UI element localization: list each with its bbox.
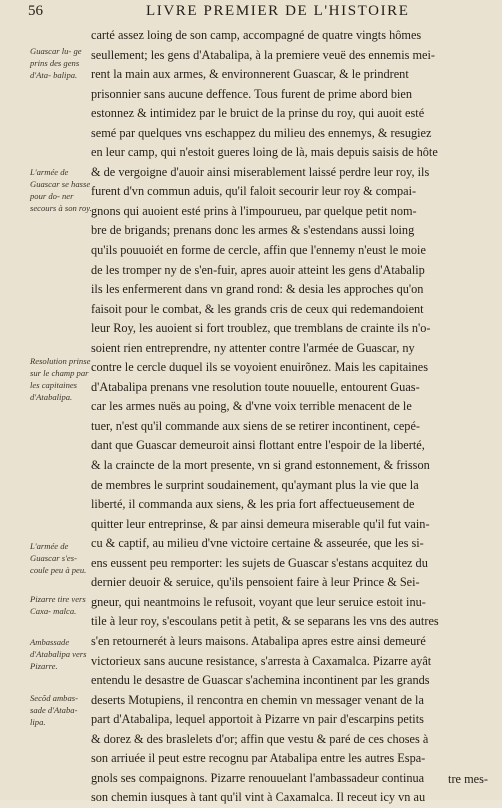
text-line: estonnez & intimidez par le bruict de la prinse du roy, qui auoit esté <box>91 106 425 121</box>
marginal-note: Pizarre tire vers Caxa- malca. <box>30 594 86 616</box>
body-text <box>91 26 491 808</box>
text-line: s'en retournerét à leurs maisons. Atabalipa apres estre ainsi demeuré <box>91 633 426 648</box>
text-line: & dorez & des braslelets d'or; affin que vestu & paré de ces choses à <box>91 731 429 746</box>
text-line: qu'ils pouuoiét en forme de cercle, affin que l'ennemy n'eust le moie <box>91 243 426 258</box>
text-line: furent d'vn commun aduis, qu'il faloit secourir leur roy & compai- <box>91 184 417 199</box>
text-line: d'Atabalipa prenans vne resolution toute nouuelle, entourent Guas- <box>91 379 420 394</box>
text-line: son arriuée il peut estre recognu par Atabalipa entre les autres Espa- <box>91 751 426 766</box>
page-number: 56 <box>28 3 43 19</box>
catchword: tre mes- <box>448 772 488 786</box>
marginal-note: L'armée de Guascar s'es- coule peu à peu. <box>30 541 87 575</box>
text-line: dernier deuoir & seruice, qu'ils pensoient faire à leur Prince & Sei- <box>91 575 420 590</box>
text-line: deserts Motupiens, il rencontra en chemin vn messager venant de la <box>91 692 424 707</box>
text-line: seullement; les gens d'Atabalipa, à la premiere veuë des ennemis mei- <box>91 47 436 62</box>
text-line: rent la main aux armes, & environnerent Guascar, & le prindrent <box>91 67 409 82</box>
text-line: de membres le surprint soudainement, qu'aymant plus la vie que la <box>91 477 419 492</box>
text-line: car les armes nuës au poing, & d'vne voix terrible menacent de le <box>91 399 412 414</box>
text-line: bre de brigands; prenans donc les armes & s'estendans aussi loing <box>91 223 415 238</box>
text-line: gneur, qui neantmoins le refusoit, voyant que leur seruice estoit inu- <box>91 594 426 609</box>
text-line: gnons qui auoient esté prins à l'impourueu, par quelque petit nom- <box>91 203 417 218</box>
text-line: cu & captif, au milieu d'vne victoire certaine & asseurée, que les si- <box>91 536 424 551</box>
text-line: contre le cercle duquel ils se voyoient enuirõnez. Mais les capitaines <box>91 360 429 375</box>
text-line: faisoit pour le combat, & les grands cris de ceux qui redemandoient <box>91 301 424 316</box>
text-line: son chemin iusques à tant qu'il vint à Caxamalca. Il receut icy vn au <box>91 790 426 805</box>
marginal-note: Ambassade d'Atabalipa vers Pizarre. <box>30 637 87 671</box>
marginal-note: Secõd ambas- sade d'Ataba- lipa. <box>30 693 78 727</box>
text-line: liberté, il commanda aux siens, & les pria fort affectueusement de <box>91 497 415 512</box>
text-line: entendu le desastre de Guascar s'achemina incontinent par les grands <box>91 673 430 688</box>
text-line: tuer, n'est qu'il commande aux siens de se retirer incontinent, cepé- <box>91 418 421 433</box>
text-line: en leur camp, qui n'estoit gueres loing de là, mais depuis saisis de hôte <box>91 145 438 160</box>
text-line: ens eussent peu remporter: les sujets de Guascar s'estans acquitez du <box>91 555 428 570</box>
text-line: part d'Atabalipa, lequel apportoit à Pizarre vn pair d'escarpins petits <box>91 712 424 727</box>
text-line: prisonnier sans aucune deffence. Tous furent de prime abord bien <box>91 86 413 101</box>
text-line: quitter leur entreprinse, & par ainsi demeura miserable qu'il fut vain- <box>91 516 430 531</box>
text-line: ils les enfermerent dans vn grand rond: & desia les approches qu'on <box>91 282 424 297</box>
marginal-note: L'armée de Guascar se hasse pour do- ner secours à son roy. <box>30 167 92 213</box>
running-title: LIVRE PREMIER DE L'HISTOIRE <box>146 3 410 19</box>
text-line: victorieux sans aucune resistance, s'arresta à Caxamalca. Pizarre ayât <box>91 653 432 668</box>
text-line: tile à leur roy, s'escoulans petit à petit, & se separans les vns des autres <box>91 614 439 629</box>
text-line: dant que Guascar demeuroit ainsi flottant entre l'espoir de la liberté, <box>91 438 425 453</box>
text-line: leur Roy, les auoient si fort troublez, que tremblans de crainte ils n'o- <box>91 321 431 336</box>
text-line: & de vergoigne d'auoir ainsi miserablement laissé perdre leur roy, ils <box>91 164 430 179</box>
text-line: gnols ses compaignons. Pizarre renouuelant l'ambassadeur continua <box>91 770 425 785</box>
marginal-note: Guascar lu- ge prins des gens d'Ata- balipa. <box>30 46 82 80</box>
text-line: & la craincte de la mort presente, vn si grand estonnement, & frisson <box>91 458 430 473</box>
text-line: de les tromper ny de s'en-fuir, apres auoir atteint les gens d'Atabalip <box>91 262 425 277</box>
text-line: carté assez loing de son camp, accompagné de quatre vingts hômes <box>91 28 422 42</box>
text-line: soient rien entreprendre, ny attenter contre l'armée de Guascar, ny <box>91 340 415 355</box>
text-line: semé par quelques vns eschappez du milieu des ennemys, & resugiez <box>91 125 432 140</box>
marginal-note: Resolution prinse sur le champ par les capitaines d'Atabalipa. <box>30 356 91 402</box>
page-header <box>28 3 490 25</box>
